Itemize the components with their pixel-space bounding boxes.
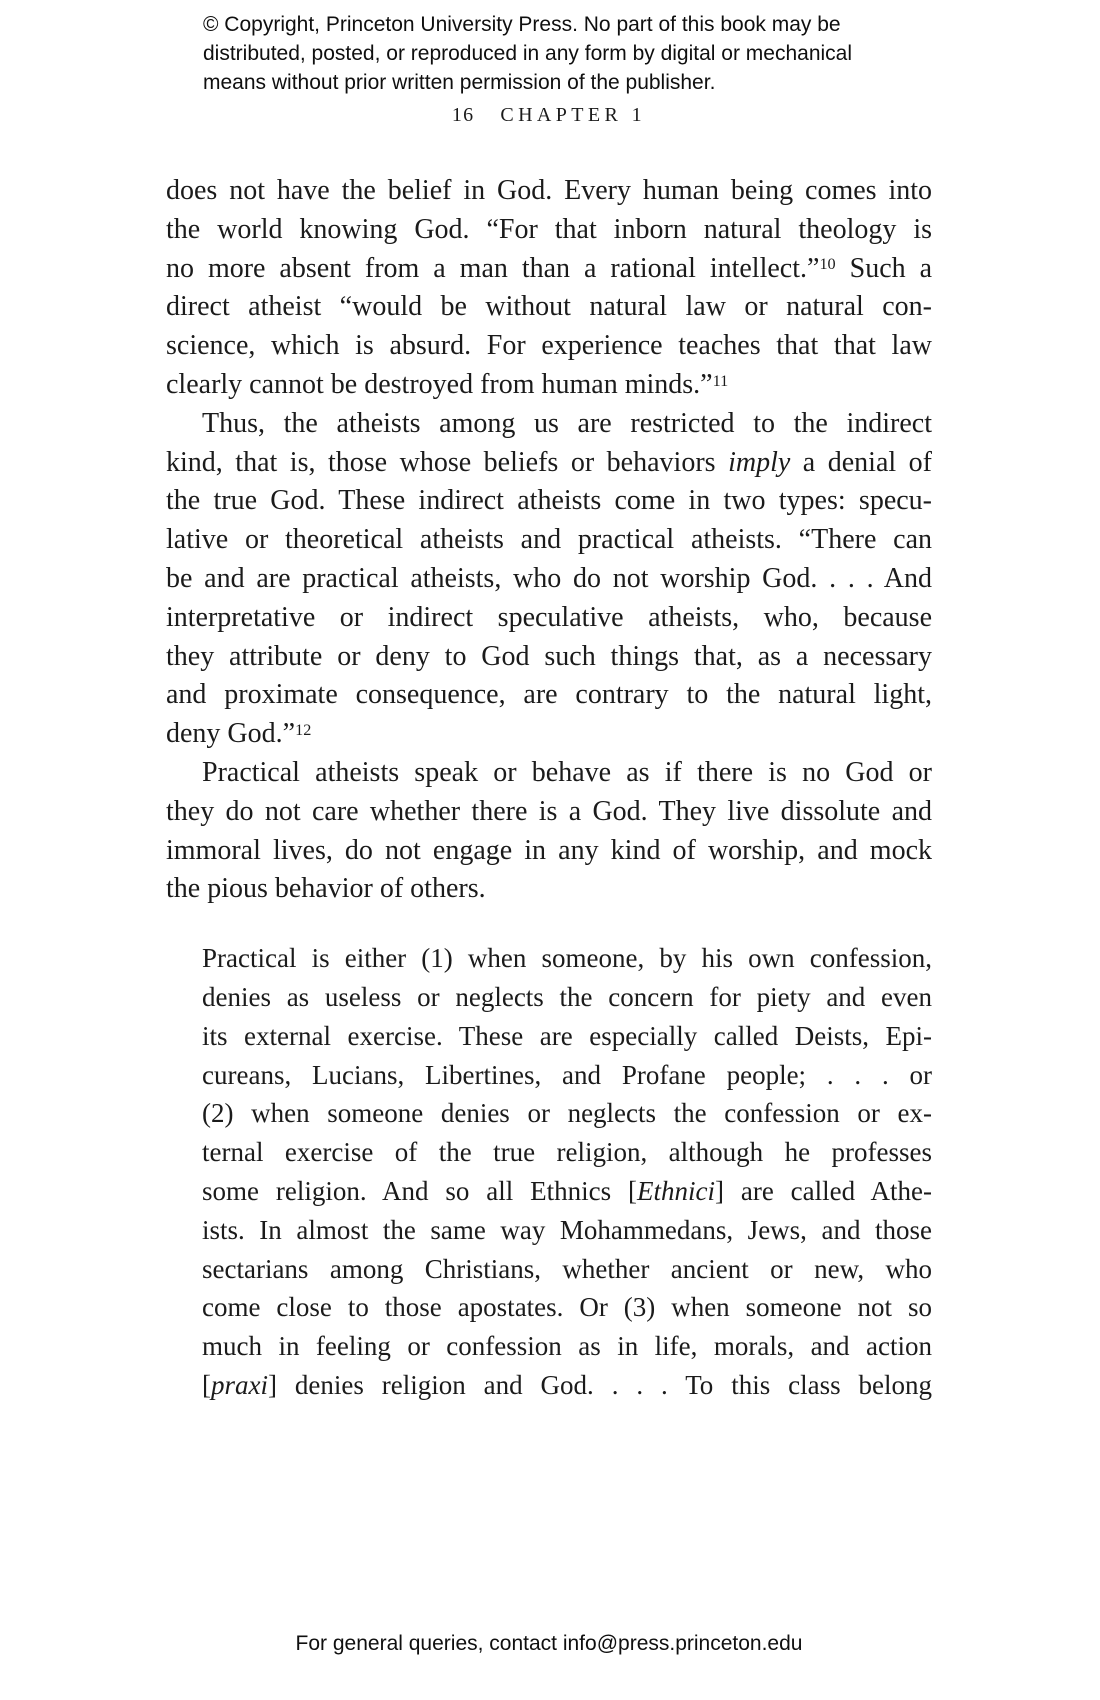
text-line: (2) when someone denies or neglects the confession or ex- xyxy=(202,1098,932,1129)
text-line: no more absent from a man than a rational intellect.”$^{10}$ Such a xyxy=(166,252,932,284)
text-line: be and are practical atheists, who do not worship God. . . . And xyxy=(166,562,932,594)
text-line: come close to those apostates. Or (3) when someone not so xyxy=(202,1292,932,1323)
text-line: clearly cannot be destroyed from human minds.”$^{11}$ xyxy=(166,368,729,400)
text-line: does not have the belief in God. Every human being comes into xyxy=(166,175,932,206)
text-line: interpretative or indirect speculative atheists, who, because xyxy=(166,601,932,633)
notice-line: means without prior written permission of the publisher. xyxy=(203,71,716,94)
text-line: they attribute or deny to God such things that, as a necessary xyxy=(166,640,932,672)
body-text xyxy=(166,172,932,1405)
text-line: its external exercise. These are especially called Deists, Epi- xyxy=(202,1020,932,1051)
notice-line: © Copyright, Princeton University Press. No part of this book may be xyxy=(203,13,841,36)
page-number: 16 xyxy=(451,104,475,126)
paragraph xyxy=(166,754,932,909)
text-line: ternal exercise of the true religion, although he professes xyxy=(202,1137,932,1168)
text-line: [praxi] denies religion and God. . . . To this class belong xyxy=(202,1369,932,1400)
contact-line: For general queries, contact info@press.princeton.edu xyxy=(295,1632,803,1655)
notice-line: distributed, posted, or reproduced in any form by digital or mechanical xyxy=(203,42,853,65)
page-footer xyxy=(166,1632,932,1656)
text-line: the world knowing God. “For that inborn natural theology is xyxy=(166,213,932,245)
running-head xyxy=(166,104,932,127)
text-line: ists. In almost the same way Mohammedans, Jews, and those xyxy=(202,1214,932,1245)
text-line: the true God. These indirect atheists come in two types: specu- xyxy=(166,485,932,517)
text-line: Thus, the atheists among us are restricted to the indirect xyxy=(202,407,932,439)
text-line: lative or theoretical atheists and practical atheists. “There can xyxy=(166,524,932,556)
text-line: much in feeling or confession as in life, morals, and action xyxy=(202,1331,932,1362)
text-line: immoral lives, do not engage in any kind of worship, and mock xyxy=(166,834,932,866)
text-line: science, which is absurd. For experience teaches that that law xyxy=(166,330,932,362)
text-line: kind, that is, those whose beliefs or behaviors imply a denial of xyxy=(166,446,933,478)
text-line: the pious behavior of others. xyxy=(166,873,486,905)
text-line: they do not care whether there is a God. They live dissolute and xyxy=(166,795,932,827)
text-line: Practical atheists speak or behave as if there is no God or xyxy=(202,756,932,788)
chapter-title: CHAPTER 1 xyxy=(500,104,647,126)
text-line: denies as useless or neglects the concern for piety and even xyxy=(202,981,932,1012)
paragraph xyxy=(166,172,932,405)
text-line: and proximate consequence, are contrary to the natural light, xyxy=(166,679,932,711)
block-quote xyxy=(202,939,932,1405)
text-line: some religion. And so all Ethnics [Ethnici] are called Athe- xyxy=(202,1175,932,1206)
text-line: sectarians among Christians, whether ancient or new, who xyxy=(202,1253,932,1284)
text-line: deny God.”$^{12}$ xyxy=(166,718,312,750)
text-line: Practical is either (1) when someone, by his own confession, xyxy=(202,943,932,974)
text-line: direct atheist “would be without natural law or natural con- xyxy=(166,291,932,323)
text-line: cureans, Lucians, Libertines, and Profane people; . . . or xyxy=(202,1059,932,1090)
paragraph xyxy=(166,405,932,754)
copyright-notice xyxy=(203,10,852,97)
